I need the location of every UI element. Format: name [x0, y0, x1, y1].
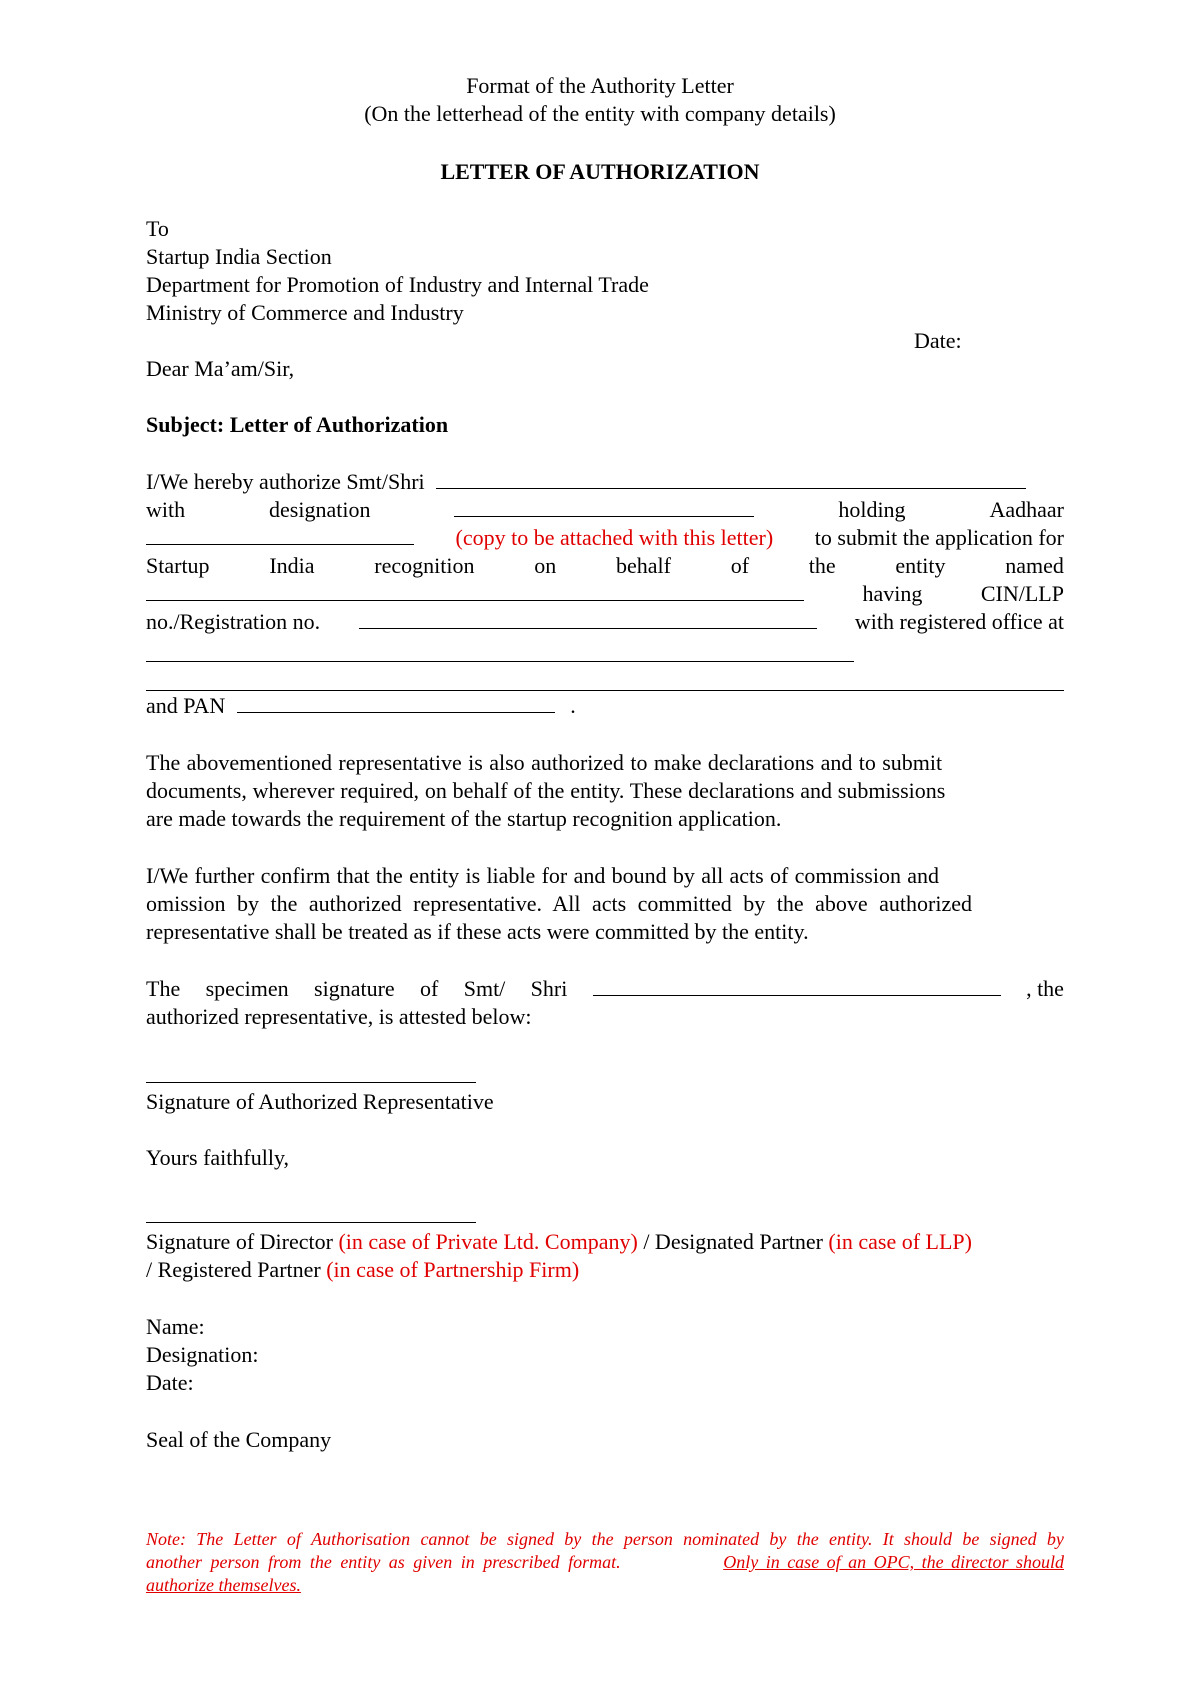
letter-title: LETTER OF AUTHORIZATION: [440, 159, 760, 184]
rep-signature-label: Signature of Authorized Representative: [146, 1089, 494, 1114]
seal-field: Seal of the Company: [146, 1427, 332, 1452]
designation-field: Designation:: [146, 1342, 259, 1367]
para-liability-3: representative shall be treated as if these acts were committed by the entity.: [146, 919, 809, 944]
registered-office-blank-2: [146, 690, 1064, 691]
director-signature-line: [146, 1222, 476, 1223]
auth-line-6: no./Registration no. with registered office at: [146, 609, 1064, 634]
aadhaar-blank: [146, 524, 414, 545]
format-title: Format of the Authority Letter: [466, 73, 734, 98]
auth-line-3: (copy to be attached with this letter) to submit the application for: [146, 524, 1064, 552]
para-declarations-3: are made towards the requirement of the startup recognition application.: [146, 806, 782, 831]
address-line-3: Ministry of Commerce and Industry: [146, 300, 464, 325]
specimen-name-blank: [593, 975, 1001, 996]
address-to: To: [146, 216, 169, 241]
auth-line-2: with designation holding Aadhaar: [146, 497, 1064, 522]
aadhaar-copy-note: (copy to be attached with this letter): [455, 525, 774, 550]
date-field: Date:: [146, 1370, 194, 1395]
designation-blank: [454, 496, 754, 517]
director-signature-label-2: / Registered Partner (in case of Partnership Firm): [146, 1257, 580, 1282]
name-field: Name:: [146, 1314, 205, 1339]
para-liability-1: I/We further confirm that the entity is liable for and bound by all acts of commission and: [146, 863, 940, 888]
pan-blank: [237, 692, 555, 713]
specimen-line-2: authorized representative, is attested below:: [146, 1004, 532, 1029]
address-line-1: Startup India Section: [146, 244, 332, 269]
rep-signature-line: [146, 1082, 476, 1083]
auth-line-1: [146, 468, 1064, 496]
auth-line-4: Startup India recognition on behalf of the entity named: [146, 553, 1064, 578]
note-line-2: another person from the entity as given in prescribed format. Only in case of an OPC, the director should: [146, 1552, 1064, 1572]
auth-text-1: I/We hereby authorize Smt/Shri: [146, 469, 425, 494]
subject-line: Subject: Letter of Authorization: [146, 412, 449, 437]
address-line-2: Department for Promotion of Industry and Internal Trade: [146, 272, 649, 297]
letterhead-note: (On the letterhead of the entity with company details): [364, 101, 836, 126]
entity-name-blank: [146, 580, 804, 601]
rep-name-blank: [436, 468, 1026, 489]
para-liability-2: omission by the authorized representative. All acts committed by the above authorized: [146, 891, 972, 916]
note-line-3: authorize themselves.: [146, 1575, 301, 1595]
para-declarations-2: documents, wherever required, on behalf of the entity. These declarations and submissions: [146, 778, 946, 803]
date-label: Date:: [914, 328, 962, 353]
footer-note: [146, 1528, 1064, 1597]
registered-office-blank-1: [146, 661, 854, 662]
director-signature-label-1: Signature of Director (in case of Private Ltd. Company) / Designated Partner (in case of LLP): [146, 1229, 972, 1254]
auth-line-9: and PAN .: [146, 693, 576, 718]
note-line-1: Note: The Letter of Authorisation cannot be signed by the person nominated by the entity. It should be signed by: [146, 1529, 1064, 1549]
cin-blank: [359, 608, 817, 629]
auth-line-5: having CIN/LLP: [146, 580, 1064, 608]
salutation: Dear Ma’am/Sir,: [146, 356, 295, 381]
specimen-line-1: The specimen signature of Smt/ Shri , the: [146, 976, 1064, 1001]
closing: Yours faithfully,: [146, 1145, 290, 1170]
para-declarations-1: The abovementioned representative is also authorized to make declarations and to submit: [146, 750, 943, 775]
